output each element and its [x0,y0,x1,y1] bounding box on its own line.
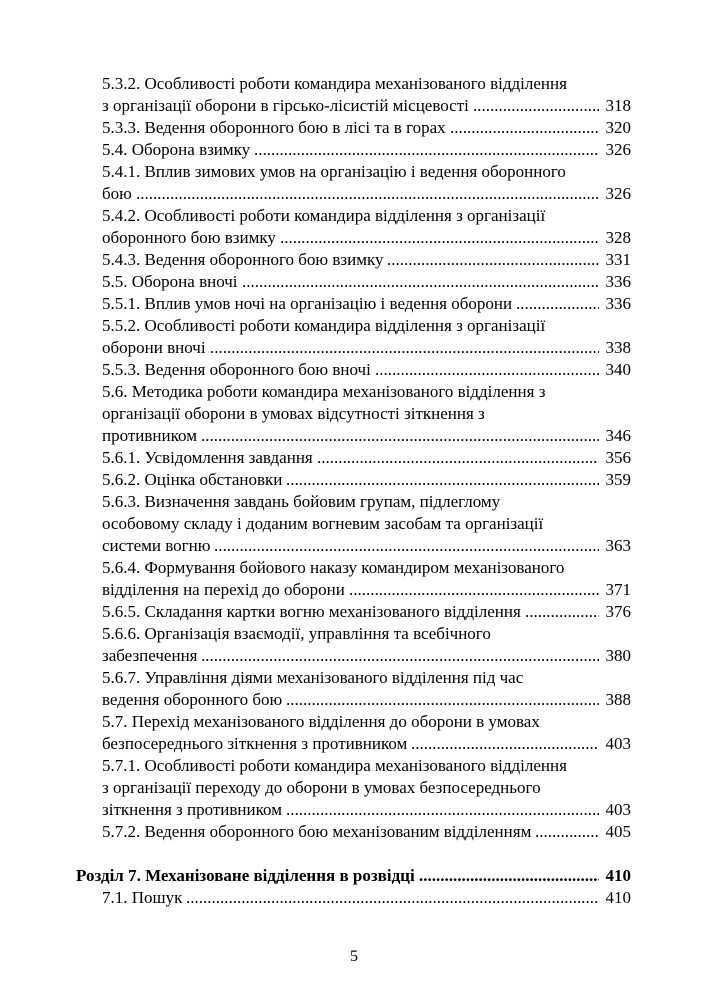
dot-leader [419,865,599,887]
toc-page-number: 376 [605,602,631,621]
dot-leader [387,249,599,271]
toc-line [0,425,708,447]
toc-entry-text: 5.4.3. Ведення оборонного бою взимку [102,250,384,269]
toc-line [0,689,708,711]
dot-leader [280,227,599,249]
toc-page-number: 320 [605,118,631,137]
toc-page-number: 388 [605,690,631,709]
toc-page-number: 380 [605,646,631,665]
toc-entry-text: безпосереднього зіткнення з противником [102,734,408,753]
toc-page-number: 405 [605,822,631,841]
toc-line [0,337,708,359]
toc-entry-text: з організації оборони в гірсько-лісистій місцевості [102,96,469,115]
toc-page-number: 371 [605,580,631,599]
toc-entry-text: 5.6.5. Складання картки вогню механізованого відділення [102,602,521,621]
toc-page-number: 403 [605,800,631,819]
toc-line [0,381,708,403]
toc-line [0,117,708,139]
toc-page-number: 338 [605,338,631,357]
toc-page-number: 336 [605,272,631,291]
dot-leader [516,293,599,315]
toc-page-number: 410 [605,888,631,907]
toc-page-number: 326 [605,140,631,159]
toc-entry-text: забезпечення [102,646,198,665]
toc-entry-text: 5.4.1. Вплив зимових умов на організацію і ведення оборонного [102,162,566,181]
dot-leader [525,601,599,623]
toc-entry-text: 5.6.3. Визначення завдань бойовим групам, підлеглому [102,492,501,511]
dot-leader [186,887,599,909]
toc-page-number: 356 [605,448,631,467]
toc-line [0,161,708,183]
toc-line [0,887,708,909]
toc-entry-text: 5.7. Перехід механізованого відділення до оборони в умовах [102,712,540,731]
toc-line [0,579,708,601]
toc-entry-text: 5.4. Оборона взимку [102,140,251,159]
toc-entry-text: Розділ 7. Механізоване відділення в розвідці [76,866,415,885]
toc-line [0,447,708,469]
dot-leader [349,579,599,601]
toc-page-number: 328 [605,228,631,247]
toc-entry-text: 5.6.6. Організація взаємодії, управління та всебічного [102,624,491,643]
dot-leader [210,337,599,359]
toc-entry-text: 5.3.3. Ведення оборонного бою в лісі та в горах [102,118,446,137]
page-number: 5 [350,948,358,965]
dot-leader [286,689,599,711]
toc-entry-text: 5.7.2. Ведення оборонного бою механізованим відділенням [102,822,532,841]
toc-line [0,359,708,381]
toc-page-number: 331 [605,250,631,269]
toc-page-number: 410 [605,866,631,885]
dot-leader [201,645,599,667]
toc-line [0,513,708,535]
toc-entry-text: 5.3.2. Особливості роботи командира механізованого відділення [102,74,567,93]
toc-chapter-heading [0,865,708,887]
dot-leader [286,799,599,821]
dot-leader [317,447,599,469]
toc-entry-text: відділення на перехід до оборони [102,580,345,599]
toc-line [0,711,708,733]
toc-entry-text: 5.5.1. Вплив умов ночі на організацію і ведення оборони [102,294,513,313]
dot-leader [286,469,599,491]
toc-entry-text: зіткнення з противником [102,800,282,819]
dot-leader [473,95,599,117]
toc-line [0,755,708,777]
toc-entry-text: 5.6.7. Управління діями механізованого відділення під час [102,668,524,687]
toc-entry-text: 5.5.3. Ведення оборонного бою вночі [102,360,371,379]
toc-page-number: 403 [605,734,631,753]
toc-page-number: 326 [605,184,631,203]
toc-entry-text: оборонного бою взимку [102,228,276,247]
toc-line [0,271,708,293]
dot-leader [201,425,599,447]
toc-line [0,227,708,249]
toc-entry-text: організації оборони в умовах відсутності зіткнення з [102,404,485,423]
toc-entry-text: 5.5. Оборона вночі [102,272,238,291]
toc-entry-text: 5.5.2. Особливості роботи командира відділення з організації [102,316,546,335]
toc-page-number: 359 [605,470,631,489]
toc-entry-text: 5.4.2. Особливості роботи командира відділення з організації [102,206,546,225]
toc-entry-text: противником [102,426,197,445]
toc-entry-text: 5.6.1. Усвідомлення завдання [102,448,313,467]
dot-leader [214,535,599,557]
toc-line [0,315,708,337]
table-of-contents [0,73,708,909]
toc-line [0,645,708,667]
toc-line [0,667,708,689]
toc-entry-text: 5.7.1. Особливості роботи командира механізованого відділення [102,756,567,775]
toc-entry-text: 5.6. Методика роботи командира механізованого відділення з [102,382,546,401]
toc-line [0,205,708,227]
dot-leader [254,139,599,161]
dot-leader [450,117,599,139]
toc-page-number: 340 [605,360,631,379]
toc-line [0,95,708,117]
dot-leader [375,359,599,381]
section-gap [0,843,708,865]
toc-line [0,183,708,205]
toc-entry-text: з організації переходу до оборони в умовах безпосереднього [102,778,541,797]
toc-entry-text: особовому складу і доданим вогневим засобам та організації [102,514,544,533]
toc-line [0,623,708,645]
dot-leader [411,733,599,755]
toc-page-number: 336 [605,294,631,313]
toc-line [0,73,708,95]
toc-line [0,601,708,623]
toc-line [0,535,708,557]
toc-line [0,733,708,755]
toc-line [0,821,708,843]
toc-line [0,491,708,513]
toc-line [0,777,708,799]
toc-line [0,139,708,161]
toc-entry-text: оборони вночі [102,338,206,357]
toc-entry-text: 5.6.4. Формування бойового наказу командиром механізованого [102,558,565,577]
toc-entry-text: ведення оборонного бою [102,690,283,709]
toc-entry-text: 5.6.2. Оцінка обстановки [102,470,283,489]
toc-entry-text: бою [102,184,132,203]
toc-page-number: 346 [605,426,631,445]
toc-page-number: 363 [605,536,631,555]
toc-line [0,469,708,491]
dot-leader [242,271,599,293]
toc-entry-text: 7.1. Пошук [102,888,183,907]
toc-line [0,557,708,579]
toc-line [0,293,708,315]
dot-leader [535,821,599,843]
dot-leader [136,183,599,205]
toc-line [0,403,708,425]
toc-page-number: 318 [605,96,631,115]
toc-line [0,249,708,271]
toc-entry-text: системи вогню [102,536,211,555]
toc-line [0,799,708,821]
